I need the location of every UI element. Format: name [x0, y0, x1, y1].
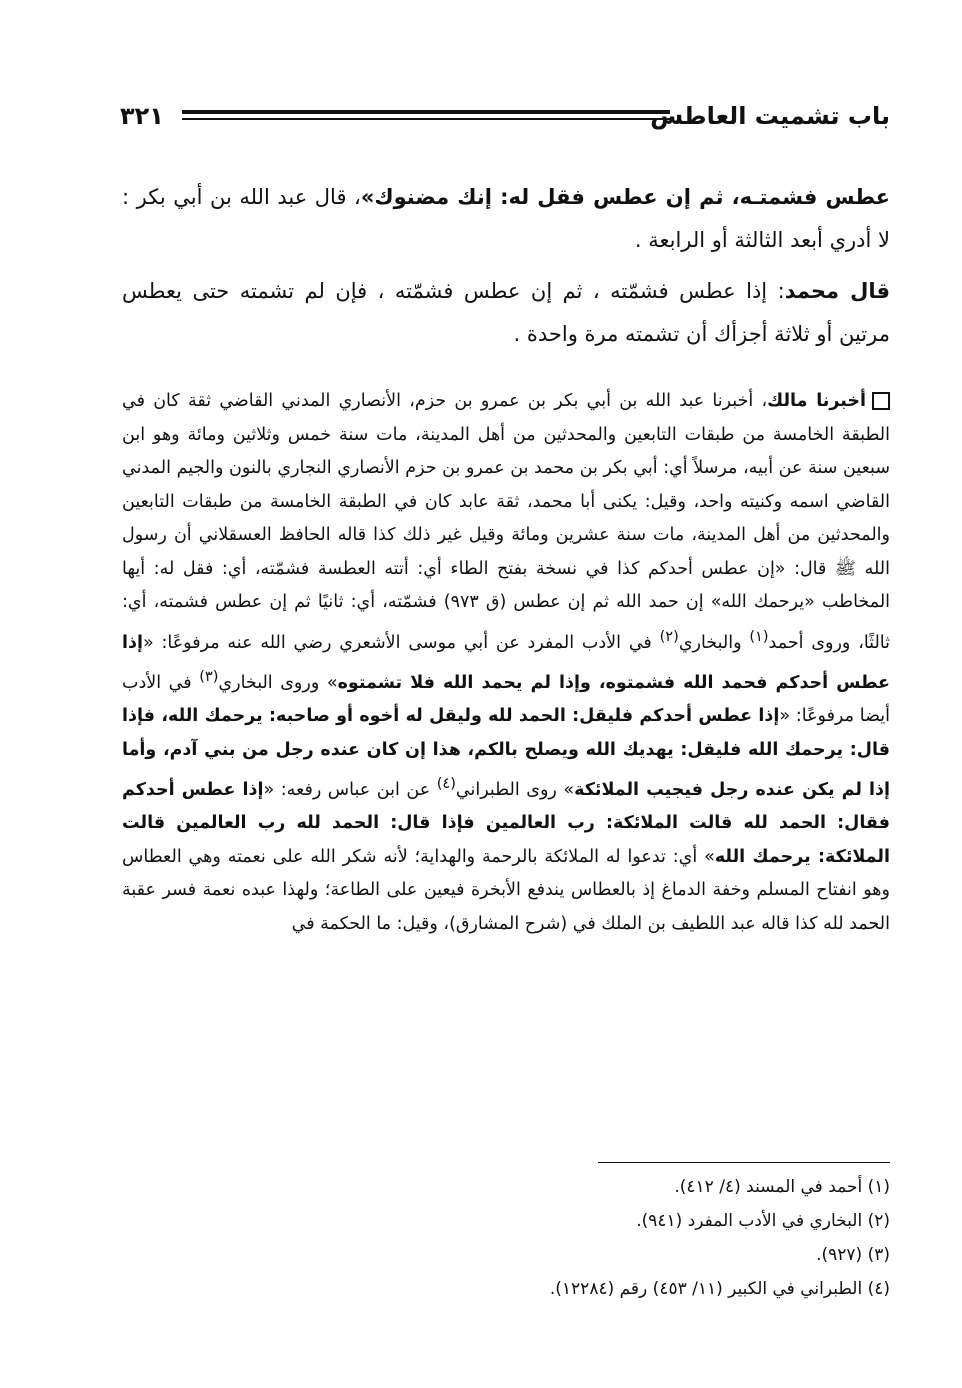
page-number: ٣٢١	[120, 102, 164, 130]
quoted-hadith: إذا عطس أحدكم فليقل: الحمد لله وليقل له أخوه أو صاحبه: يرحمك الله، فإذا قال: يرحمك الله فليقل: يهديك الله ويصلح بالكم، هذا إن كان عنده رجل من بني آدم، وأما إذا لم يكن عنده رجل فيجيب الملائكة	[122, 706, 890, 800]
commentary-text: عن ابن عباس رفعه: «	[263, 779, 437, 800]
footnote-divider	[598, 1162, 890, 1163]
page-header	[120, 96, 890, 136]
commentary	[122, 385, 890, 941]
footnote-item: (١) أحمد في المسند (٤/ ٤١٢).	[674, 1177, 890, 1197]
footnote-item: (٢) البخاري في الأدب المفرد (٩٤١).	[636, 1211, 890, 1231]
commentary-text: » روى الطبراني	[455, 779, 575, 800]
main-text	[122, 176, 890, 356]
muhammad-text: : إذا عطس فشمّته ، ثم إن عطس فشمّته ، فإن لم تشمته حتى يعطس مرتين أو ثلاثة أجزأك أن تشمته مرة واحدة .	[122, 279, 890, 346]
chapter-title: باب تشميت العاطس	[650, 102, 890, 130]
footnote-ref-3[interactable]: (٣)	[199, 667, 219, 685]
muhammad-paragraph	[122, 270, 890, 356]
hadith-paragraph	[122, 176, 890, 262]
commentary-text: » وروى البخاري	[218, 672, 338, 693]
hadith-text-bold: عطس فشمتـه، ثم إن عطس فقل له: إنك مضنوك»	[360, 185, 890, 209]
commentary-text: » أي: تدعوا له الملائكة بالرحمة والهداية؛ لأنه شكر الله على نعمته وهي العطاس وهو انفتاح المسلم وخفة الدماغ إذ بالعطاس يندفع الأبخرة فيعين على الطاعة؛ ولهذا عبده نعمة فسر عقبة الحمد لله كذا قاله عبد اللطيف بن الملك في (شرح المشارق)، وقيل: ما الحكمة في	[122, 846, 890, 934]
quoted-hadith: إذا عطس أحدكم فقال: الحمد لله قالت الملائكة: رب العالمين فإذا قال: الحمد لله رب العالمين قالت الملائكة: يرحمك الله	[122, 779, 890, 867]
commentary-lead: أخبرنا مالك	[767, 391, 866, 411]
footnote-item: (٣) (٩٢٧).	[816, 1245, 890, 1265]
commentary-text: في الأدب المفرد عن أبي موسى الأشعري رضي الله عنه مرفوعًا: «	[142, 632, 660, 653]
footnotes	[400, 1170, 890, 1306]
square-box-icon	[872, 392, 890, 410]
commentary-text: في الأدب أيضا مرفوعًا: «	[122, 672, 890, 727]
header-rule-thin	[182, 118, 670, 120]
quoted-hadith: إذا عطس أحدكم فحمد الله فشمتوه، وإذا لم يحمد الله فلا تشمتوه	[122, 632, 891, 693]
footnote-ref-2[interactable]: (٢)	[659, 627, 679, 645]
footnote-ref-4[interactable]: (٤)	[436, 775, 456, 793]
commentary-text: والبخاري	[678, 632, 750, 653]
hadith-text: ، قال عبد الله بن أبي بكر : لا أدري أبعد الثالثة أو الرابعة .	[122, 185, 890, 252]
footnote-ref-1[interactable]: (١)	[749, 627, 769, 645]
qala-muhammad: قال محمد	[784, 279, 891, 303]
footnote-item: (٤) الطبراني في الكبير (١١/ ٤٥٣) رقم (١٢٢٨٤).	[549, 1279, 890, 1299]
header-rule	[182, 110, 670, 114]
commentary-text: ، أخبرنا عبد الله بن أبي بكر بن عمرو بن حزم، الأنصاري المدني القاضي ثقة كان في الطبقة الخامسة من طبقات التابعين والمحدثين من أهل المدينة، مات سنة خمس وثلاثين ومائة وهو ابن سبعين سنة عن أبيه، مرسلاً أي: أبي بكر بن محمد بن عمرو بن حزم الأنصاري النجاري بالنون والجيم المدني القاضي اسمه وكنيته واحد، وقيل: يكنى أبا محمد، ثقة عابد كان في الطبقة الخامسة من طبقات التابعين والمحدثين من أهل المدينة، مات سنة عشرين ومائة وقيل غير ذلك كذا قاله الحافظ العسقلاني أن رسول الله ﷺ قال: «إن عطس أحدكم كذا في نسخة بفتح الطاء أي: أتته العطسة فشمّته، أي: فقل له: أيها المخاطب «يرحمك الله» إن حمد الله ثم إن عطس (ق ٩٧٣) فشمّته، أي: ثانيًا ثم إن عطس فشمته، أي: ثالثًا، وروى أحمد	[122, 391, 891, 653]
